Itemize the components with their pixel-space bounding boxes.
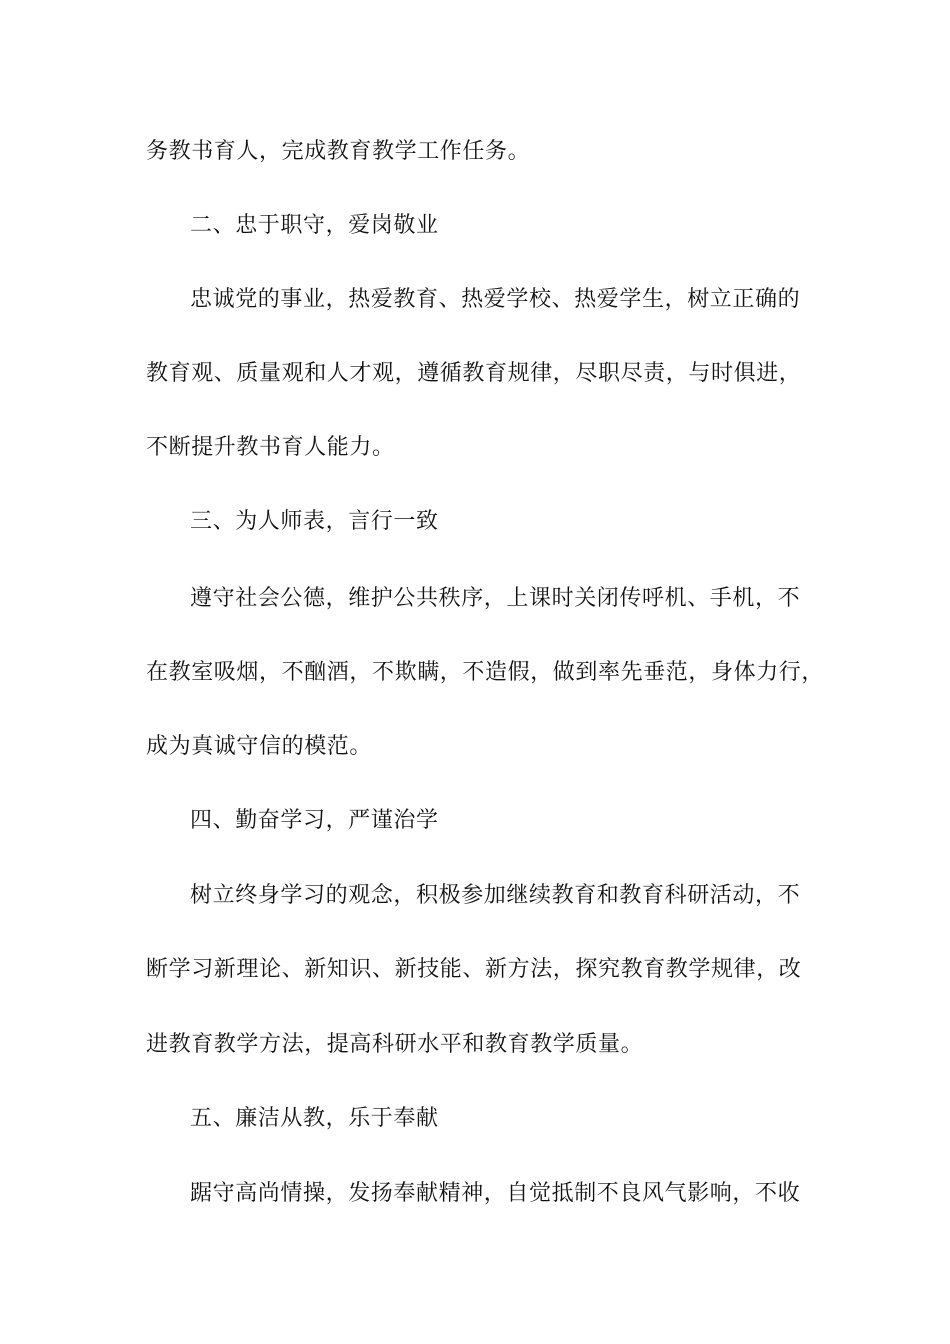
section-heading-3: 三、为人师表，言行一致 bbox=[190, 509, 439, 534]
paragraph-line: 成为真诚守信的模范。 bbox=[146, 734, 373, 759]
paragraph-continuation: 务教书育人，完成教育教学工作任务。 bbox=[146, 139, 531, 164]
paragraph-line: 断学习新理论、新知识、新技能、新方法，探究教育教学规律，改 bbox=[146, 957, 802, 982]
section-heading-4: 四、勤奋学习，严谨治学 bbox=[190, 808, 439, 833]
section-heading-2: 二、忠于职守，爱岗敬业 bbox=[190, 213, 439, 238]
paragraph-line: 踞守高尚情操，发扬奉献精神，自觉抵制不良风气影响，不收 bbox=[190, 1181, 801, 1206]
paragraph-line: 不断提升教书育人能力。 bbox=[146, 435, 395, 460]
paragraph-line: 忠诚党的事业，热爱教育、热爱学校、热爱学生，树立正确的 bbox=[190, 287, 801, 312]
paragraph-line: 在教室吸烟，不酗酒，不欺瞒，不造假，做到率先垂范，身体力行， bbox=[146, 660, 825, 685]
section-heading-5: 五、廉洁从教，乐于奉献 bbox=[190, 1106, 439, 1131]
paragraph-line: 教育观、质量观和人才观，遵循教育规律，尽职尽责，与时俱进， bbox=[146, 361, 802, 386]
paragraph-line: 遵守社会公德，维护公共秩序，上课时关闭传呼机、手机，不 bbox=[190, 586, 801, 611]
paragraph-line: 进教育教学方法，提高科研水平和教育教学质量。 bbox=[146, 1032, 644, 1057]
paragraph-line: 树立终身学习的观念，积极参加继续教育和教育科研活动，不 bbox=[190, 883, 801, 908]
